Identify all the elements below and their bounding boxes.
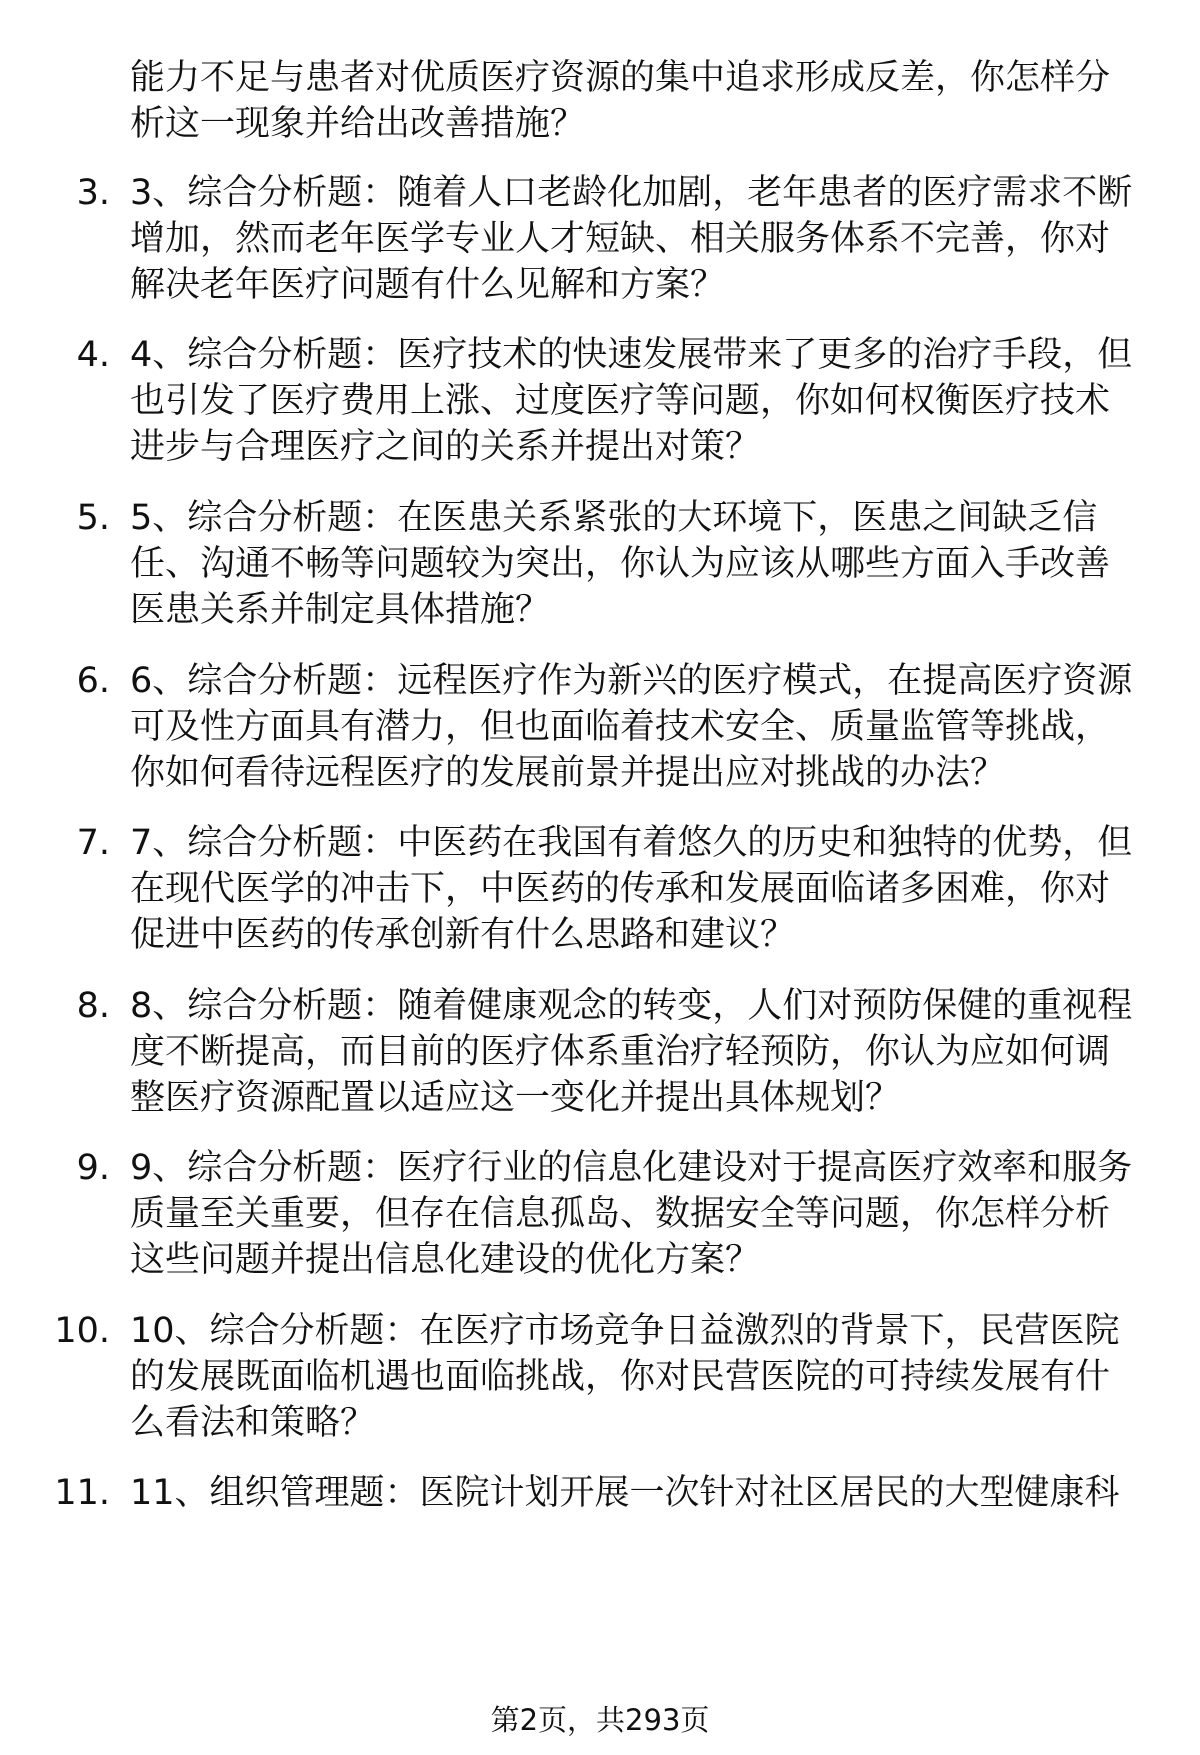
text-line: 医患关系并制定具体措施？ bbox=[130, 590, 551, 630]
text-line: 促进中医药的传承创新有什么思路和建议？ bbox=[130, 915, 796, 955]
text-line: 解决老年医疗问题有什么见解和方案？ bbox=[130, 265, 726, 305]
item-number: 8. bbox=[76, 986, 110, 1026]
text-line: 进步与合理医疗之间的关系并提出对策？ bbox=[130, 427, 761, 467]
text-line: 11、组织管理题：医院计划开展一次针对社区居民的大型健康科 bbox=[130, 1473, 1120, 1513]
text-line: 整医疗资源配置以适应这一变化并提出具体规划？ bbox=[130, 1078, 901, 1118]
text-line: 3、综合分析题：随着人口老龄化加剧，老年患者的医疗需求不断 bbox=[130, 173, 1133, 213]
text-line: 度不断提高，而目前的医疗体系重治疗轻预防，你认为应如何调 bbox=[130, 1032, 1111, 1072]
text-line: 5、综合分析题：在医患关系紧张的大环境下，医患之间缺乏信 bbox=[130, 498, 1098, 538]
continuation-paragraph bbox=[130, 55, 1180, 147]
text-line: 么看法和策略？ bbox=[130, 1403, 376, 1443]
item-number: 3. bbox=[76, 173, 110, 213]
text-line: 10、综合分析题：在医疗市场竞争日益激烈的背景下，民营医院 bbox=[130, 1311, 1120, 1351]
text-line: 增加，然而老年医学专业人才短缺、相关服务体系不完善，你对 bbox=[130, 219, 1111, 259]
text-line: 也引发了医疗费用上涨、过度医疗等问题，你如何权衡医疗技术 bbox=[130, 381, 1111, 421]
text-line: 析这一现象并给出改善措施？ bbox=[130, 104, 586, 144]
text-line: 6、综合分析题：远程医疗作为新兴的医疗模式，在提高医疗资源 bbox=[130, 661, 1133, 701]
text-line: 能力不足与患者对优质医疗资源的集中追求形成反差，你怎样分 bbox=[130, 58, 1111, 98]
text-line: 4、综合分析题：医疗技术的快速发展带来了更多的治疗手段，但 bbox=[130, 335, 1133, 375]
text-line: 可及性方面具有潜力，但也面临着技术安全、质量监管等挑战， bbox=[130, 707, 1111, 747]
text-line: 在现代医学的冲击下，中医药的传承和发展面临诸多困难，你对 bbox=[130, 869, 1111, 909]
item-number: 4. bbox=[76, 335, 110, 375]
text-line: 任、沟通不畅等问题较为突出，你认为应该从哪些方面入手改善 bbox=[130, 544, 1111, 584]
item-number: 11. bbox=[54, 1473, 110, 1513]
text-line: 9、综合分析题：医疗行业的信息化建设对于提高医疗效率和服务 bbox=[130, 1148, 1133, 1188]
text-line: 8、综合分析题：随着健康观念的转变，人们对预防保健的重视程 bbox=[130, 986, 1133, 1026]
item-number: 5. bbox=[76, 498, 110, 538]
text-line: 7、综合分析题：中医药在我国有着悠久的历史和独特的优势，但 bbox=[130, 823, 1133, 863]
text-line: 你如何看待远程医疗的发展前景并提出应对挑战的办法？ bbox=[130, 753, 1006, 793]
page-footer: 第2页，共293页 bbox=[490, 1703, 710, 1737]
text-line: 质量至关重要，但存在信息孤岛、数据安全等问题，你怎样分析 bbox=[130, 1194, 1111, 1234]
text-line: 的发展既面临机遇也面临挑战，你对民营医院的可持续发展有什 bbox=[130, 1357, 1111, 1397]
item-number: 6. bbox=[76, 661, 110, 701]
item-number: 7. bbox=[76, 823, 110, 863]
item-number: 10. bbox=[54, 1311, 110, 1351]
item-number: 9. bbox=[76, 1148, 110, 1188]
text-line: 这些问题并提出信息化建设的优化方案？ bbox=[130, 1240, 761, 1280]
